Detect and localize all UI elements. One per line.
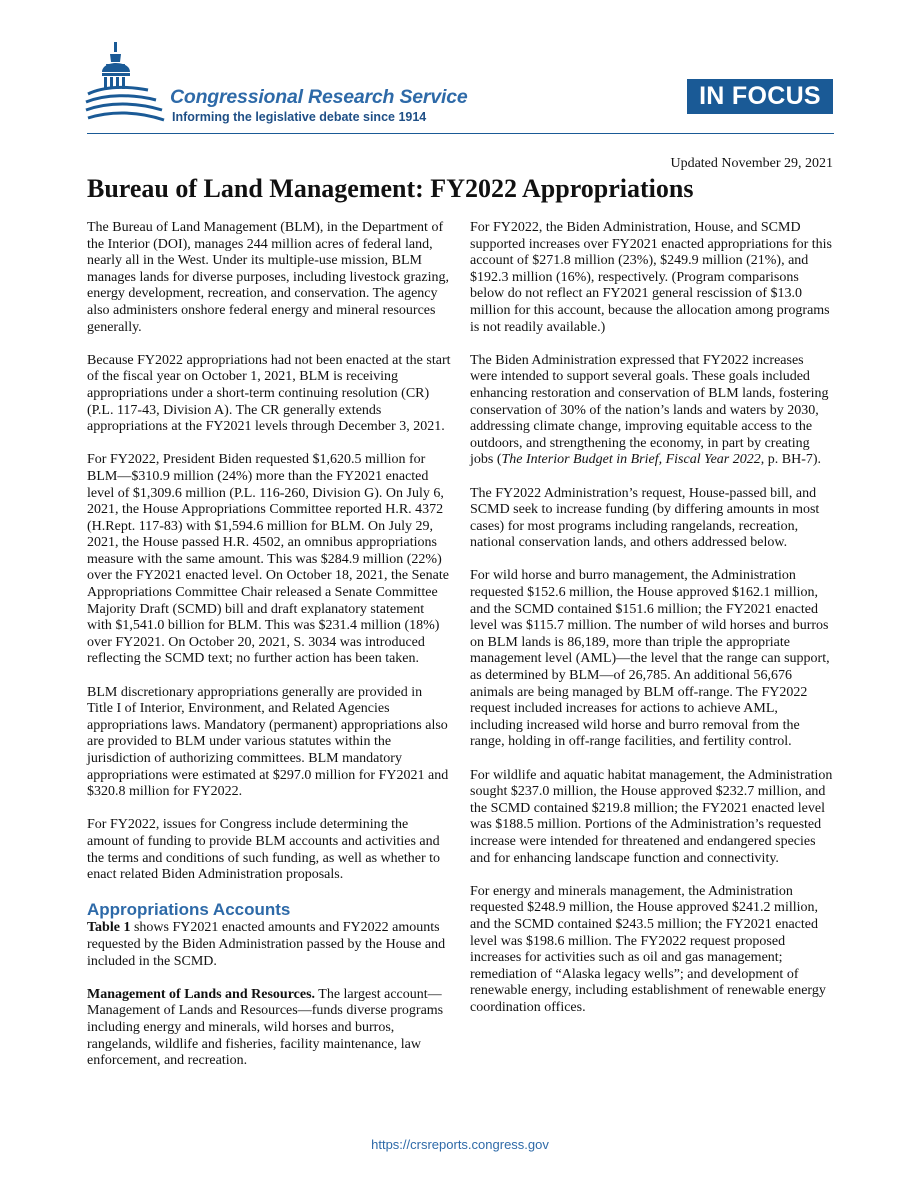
- paragraph: For wildlife and aquatic habitat management, the Administration sought $237.0 million, the House approved $232.7 million, and the SCMD contained $219.8 million; the FY2021 enacted level was $188.5 million. Portions of the Administration’s requested increase were intended for threatened and endangered species and for enhancing landscape function and connectivity.: [470, 767, 833, 866]
- paragraph: [87, 920, 451, 970]
- paragraph: For FY2022, President Biden requested $1,620.5 million for BLM—$310.9 million (24%) more than the FY2021 enacted level of $1,309.6 million (P.L. 116-260, Division G). On July 6, 2021, the House Appropriations Committee reported H.R. 4372 (H.Rept. 117-83) with $1,594.6 million for BLM. On July 29, 2021, the House passed H.R. 4502, an omnibus appropriations measure with the same amount. This was $284.9 million (22%) over the FY2021 enacted level. On October 18, 2021, the Senate Appropriations Committee Chair released a Senate Committee Majority Draft (SCMD) bill and draft explanatory statement with $1,541.0 billion for BLM. This was $231.4 million (18%) over FY2021. On October 20, 2021, S. 3034 was introduced reflecting the SCMD text; no further action has been taken.: [87, 452, 449, 667]
- citation-title: The Interior Budget in Brief, Fiscal Year 2022: [501, 452, 761, 468]
- section-heading: Appropriations Accounts: [87, 900, 291, 920]
- brand-name: Congressional Research Service: [170, 86, 468, 108]
- right-column: [470, 220, 834, 1033]
- paragraph-text: The Biden Administration expressed that FY2022 increases were intended to support several goals. These goals included enhancing restoration and conservation of BLM lands, fostering conservation of 30% of the nation’s lands and waters by 2030, addressing climate change, improving equitable access to the outdoors, and strengthening the economy, in part by creating jobs (: [470, 352, 829, 468]
- paragraph: [87, 987, 451, 1070]
- header-divider: [87, 133, 834, 134]
- paragraph-text: shows FY2021 enacted amounts and FY2022 amounts requested by the Biden Administration passed by the House and included in the SCMD.: [87, 920, 446, 969]
- paragraph: The Bureau of Land Management (BLM), in the Department of the Interior (DOI), manages 244 million acres of federal land, nearly all in the West. Under its multiple-use mission, BLM manages lands for diverse purposes, including livestock grazing, energy development, recreation, and conservation. The agency also administers onshore federal energy and mineral resources generally.: [87, 220, 449, 335]
- paragraph-text: The largest account—Management of Lands and Resources—funds diverse programs including energy and minerals, wild horses and burros, rangelands, wildlife and fisheries, facility maintenance, law enforcement, and recreation.: [87, 986, 444, 1069]
- paragraph: For FY2022, issues for Congress include determining the amount of funding to provide BLM accounts and activities and the terms and conditions of such funding, as well as whether to enact related Biden Administration proposals.: [87, 817, 441, 883]
- paragraph: [470, 353, 834, 469]
- in-focus-badge: IN FOCUS: [687, 79, 833, 114]
- paragraph-text: , p. BH-7).: [760, 452, 822, 468]
- left-column: [87, 220, 451, 1086]
- updated-date: Updated November 29, 2021: [670, 156, 833, 171]
- table-reference: Table 1: [87, 920, 131, 936]
- paragraph: For FY2022, the Biden Administration, House, and SCMD supported increases over FY2021 enacted appropriations for this account of $271.8 million (23%), $249.9 million (21%), and $192.3 million (16%), respectively. (Program comparisons below do not reflect an FY2021 general rescission of $13.0 million for this account, because the allocation among programs is not readily available.): [470, 220, 832, 335]
- capitol-dome-icon: [84, 40, 166, 130]
- report-header: [0, 0, 920, 140]
- paragraph: For wild horse and burro management, the Administration requested $152.6 million, the House approved $162.1 million, and the SCMD contained $151.6 million; the FY2021 enacted level was $115.7 million. The number of wild horses and burros on BLM lands is 86,189, more than triple the appropriate management level (AML)—the level that the range can support, as determined by BLM—of 26,785. An additional 56,676 animals are being managed by BLM off-range. The FY2022 request included increases for actions to achieve AML, including increased wild horse and burro removal from the range, holding in off-range facilities, and fertility control.: [470, 568, 830, 750]
- paragraph: For energy and minerals management, the Administration requested $248.9 million, the House approved $241.2 million, and the SCMD contained $243.5 million; the FY2021 enacted level was $198.6 million. The FY2022 request proposed increases for activities such as oil and gas management; remediation of “Alaska legacy wells”; and development of renewable energy, including establishment of renewable energy coordination offices.: [470, 883, 826, 1015]
- paragraph: Because FY2022 appropriations had not been enacted at the start of the fiscal year on October 1, 2021, BLM is receiving appropriations under a short-term continuing resolution (CR) (P.L. 117-43, Division A). The CR generally extends appropriations at the FY2021 levels through December 3, 2021.: [87, 352, 451, 435]
- footer-link[interactable]: https://crsreports.congress.gov: [371, 1137, 549, 1152]
- page-title: Bureau of Land Management: FY2022 Appropriations: [87, 174, 694, 203]
- paragraph: BLM discretionary appropriations generally are provided in Title I of Interior, Environment, and Related Agencies appropriations laws. Mandatory (permanent) appropriations also are provided to BLM under various statutes within the jurisdiction of authorizing committees. BLM mandatory appropriations were estimated at $297.0 million for FY2021 and $320.8 million for FY2022.: [87, 684, 449, 800]
- brand-tagline: Informing the legislative debate since 1914: [172, 110, 427, 124]
- run-in-heading: Management of Lands and Resources.: [87, 986, 316, 1002]
- paragraph: The FY2022 Administration’s request, House-passed bill, and SCMD seek to increase funding (by differing amounts in most cases) for most programs including rangelands, recreation, national conservation lands, and others addressed below.: [470, 485, 820, 551]
